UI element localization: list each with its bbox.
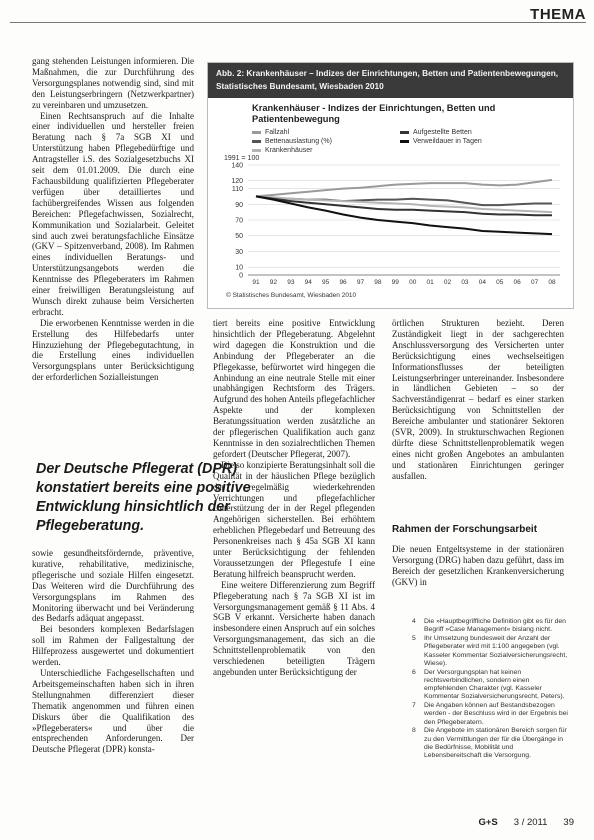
index-base-label: 1991 = 100 [224,155,260,162]
y-tick-label: 50 [235,233,243,241]
legend-label: Bettenauslastung (%) [265,138,332,145]
footnotes [412,618,570,761]
section-label: THEMA [530,6,586,23]
x-tick-label: 00 [409,279,417,286]
x-tick-label: 97 [356,279,365,286]
y-tick-label: 140 [231,162,243,170]
footnote [412,635,570,668]
footnote-number: 6 [412,668,416,676]
x-tick-label: 98 [374,279,382,286]
footnote-text: Die Angebote im stationären Bereich sorgen für zu den Vermittlungen der für die Übergänge in die Bedürfnisse, Mobilität und Lebensbereitschaft die Versorgung. [424,727,567,760]
paragraph: Die erworbenen Kenntnisse werden in die Erstellung des Hilfebedarfs unter Hinzuziehung der Pflegebegutachtung, in die Erstellung eines individuellen Versorgungsplans unter Berücksichtigung der erforderlichen Sozialleistungen [32,317,194,383]
journal-brand: G+S [478,817,498,828]
footnote-text: Die Angaben können auf Bestandsbezogen werden - der Beschluss wird in der Ergebnis bei den Pflegeberatern. [424,702,568,726]
column-3-lower [392,544,564,602]
footnote-number: 4 [412,618,416,625]
y-tick-label: 30 [235,248,243,256]
legend-item [400,129,472,136]
legend-label: Verweildauer in Tagen [413,138,482,145]
legend-item [400,138,482,145]
y-tick-label: 70 [235,217,243,225]
x-tick-label: 07 [530,279,539,286]
x-tick-label: 02 [443,279,452,286]
pull-quote: Der Deutsche Pflegerat (DPR) konstatiert bereits eine positive Entwicklung hinsichtlich der Pflegeberatung. [36,461,251,534]
paragraph: gang stehenden Leistungen informieren. Die Maßnahmen, die zur Durchführung des Versorgungsplanes notwendig sind, sind mit den Leistungserbringern (Netzwerkpartner) zu vereinbaren und umzusetzen. [32,56,194,110]
paragraph: Unterschiedliche Fachgesellschaften und Arbeitsgemeinschaften haben sich in ihren Stellungnahmen differenziert dieser Thematik angenommen und führen einen Diskurs über die Qualifikation des »Pflegeberaters« und über die entsprechenden Anforderungen. Der Deutsche Pflegerat (DPR) konsta- [32,667,194,755]
x-tick-label: 08 [548,279,556,286]
chart-source: © Statistisches Bundesamt, Wiesbaden 2010 [226,292,357,299]
y-tick-label: 90 [235,201,243,209]
footnote [412,702,570,727]
series-line [256,180,552,197]
x-tick-label: 01 [426,279,434,286]
x-tick-label: 92 [269,279,278,286]
legend-swatch [400,131,409,134]
y-tick-label: 110 [231,186,243,194]
legend-swatch [400,140,409,143]
paragraph: örtlichen Strukturen bezieht. Deren Zuständigkeit liegt in der sachgerechten Anschlussversorgung des Versicherten unter Berücksichtigung eines wechselseitigen Informationsflusses der beteiligten Leistungserbringer untereinander. Insbesondere in ländlichen Gebieten – so der Sachverständigenrat – bedarf es einer starken Berücksichtigung von Schnittstellen der Bereiche ambulanter und stationärer Sektoren (SVR, 2009). In strukturschwachen Regionen dürfte diese Schnittstellenproblematik wegen eines nicht großen Angebotes an ambulanten und stationären Einrichtungen geringer ausfallen. [392,318,564,481]
footnote [412,669,570,702]
x-tick-label: 93 [287,279,295,286]
legend-swatch [252,140,261,143]
footnote-number: 7 [412,702,416,710]
section-heading: Rahmen der Forschungsarbeit [392,524,538,535]
figure-caption: Abb. 2: Krankenhäuser – Indizes der Einrichtungen, Betten und Patientenbewegungen, Statistisches Bundesamt, Wiesbaden 2010 [208,63,573,98]
paragraph: Bei besonders komplexen Bedarfslagen soll im Rahmen der Fallgestaltung der Hilfeprozess ausgewertet und dokumentiert werden. [32,624,194,668]
paragraph: sowie gesundheitsfördernde, präventive, kurative, rehabilitative, medizinische, pflegerische und soziale Hilfen eingesetzt. Das Weiteren wird die Durchführung des Versorgungsplans im Rahmen des Monitoring überwacht und bei Veränderung des Bedarfs adäquat angepasst. [32,548,194,624]
footnote-text: Der Versorgungsplan hat keinen rechtsverbindlichen, sondern einen empfehlenden Charakter (vgl. Kasseler Kommentar Sozialversicherungsrecht, Peters). [424,668,565,701]
chart-title: Krankenhäuser - Indizes der Einrichtungen, Betten und Patientenbewegung [252,103,496,124]
issue-number: 3 / 2011 [513,817,548,828]
paragraph: Die so konzipierte Beratungsinhalt soll die Qualität in der häuslichen Pflege bezüglich der regelmäßig wiederkehrenden Verrichtungen und pflegefachlicher Unterstützung der in der Regel pflegenden Angehörigen sicherstellen. Bei erhöhtem erheblichen Pflegebedarf und Betreuung des Personenkreises nach § 45a SGB XI kann unter Berücksichtigung der fehlenden Voraussetzungen der Pflegestufe I eine Beratung hilfreich beansprucht werden. [213,459,375,579]
y-tick-label: 10 [235,264,243,272]
y-tick-label: 120 [231,178,243,186]
x-tick-label: 99 [391,279,399,286]
column-2 [213,318,375,826]
legend-label: Aufgestellte Betten [413,129,472,136]
line-chart [208,159,573,291]
legend-swatch [252,131,261,134]
x-tick-label: 95 [322,279,330,286]
legend-item [252,147,312,154]
legend-item [252,138,332,145]
legend-label: Fallzahl [265,129,290,136]
legend-label: Krankenhäuser [265,147,313,154]
footnote-number: 5 [412,634,416,642]
x-tick-label: 91 [252,279,260,286]
x-tick-label: 94 [304,279,312,286]
paragraph: Eine weitere Differenzierung zum Begriff Pflegeberatung nach § 7a SGB XI ist im Versorgungsmanagement gemäß § 11 Abs. 4 SGB V erkannt. Versicherte haben danach insbesondere einen Anspruch auf ein solches Versorgungsmanagement, das sich an die Schnittstellenproblematik von den verschiedenen beteiligten Trägern angebunden unter Berücksichtigung der [213,579,375,677]
footnote-text: Die »Hauptbegriffliche Definition gibt es für den Begriff »Case Management« bislang nicht. [424,618,566,634]
x-tick-label: 03 [461,279,469,286]
page-number: 39 [563,817,574,828]
paragraph: Die neuen Entgeltsysteme in der stationären Versorgung (DRG) haben dazu geführt, dass im Bereich der gesetzlichen Krankenversicherung (GKV) in [392,544,564,587]
legend-swatch [252,149,261,152]
x-tick-label: 04 [478,279,486,286]
paragraph: tiert bereits eine positive Entwicklung hinsichtlich der Pflegeberatung. Abgelehnt wird dagegen die Konstruktion und die Anbindung der Pflegeberater an die Pflegekasse, befürwortet wird hingegen die Anbindung an eine neutrale Stelle mit einer unabhängigen Rechtsform des Trägers. Aufgrund des hohen Anteils pflegefachlicher Aspekte und der komplexen Beratungssituation werden zusätzliche an der pflegerischen Qualifikation auch ganz Kenntnisse in den sozialrechtlichen Themen gefordert (Deutscher Pflegerat, 2007). [213,318,375,459]
footnote-text: Ihr Umsetzung bundesweit der Anzahl der Pflegeberater wird mit 1:100 angegeben (vgl. Kasseler Kommentar Sozialversicherungsrecht, Wiese). [424,634,568,667]
footnote [412,727,570,760]
y-tick-label: 0 [239,272,243,280]
legend-item [252,129,289,136]
column-3 [392,318,564,510]
page-footer [479,817,575,828]
footnote [412,618,570,635]
column-1-top [32,56,194,412]
x-tick-label: 05 [496,279,504,286]
footnote-number: 8 [412,727,416,735]
header-rule [10,22,586,23]
column-1-bottom [32,548,194,826]
x-tick-label: 96 [339,279,347,286]
x-tick-label: 06 [513,279,521,286]
figure-box [207,62,574,309]
paragraph: Einen Rechtsanspruch auf die Inhalte einer individuellen und hersteller freien Beratung nach § 7a SGB XI und Unterstützung haben Pflegebedürftige und Antragsteller i.S. des Sozialgesetzbuchs XI seit dem 01.01.2009. Die durch eine Fachausbildung qualifizierten Pflegeberater verfügen über detailliertes und fachübergreifendes Wissen aus folgenden Bereichen: Pflegefachwissen, Sozialrecht, Kommunikation und Sozialarbeit. Geleitet sind auch zwei beratungsfachliche Einsätze (GKV – Spitzenverband, 2008). Im Rahmen eines individuellen Beratungs- und Unterstützungsangebots werden die Kenntnisse des Pflegeberaters im Rahmen einer freiwilligen Beratungsleistung auf Wunsch direkt zuhause beim Versicherten erbracht. [32,110,194,317]
